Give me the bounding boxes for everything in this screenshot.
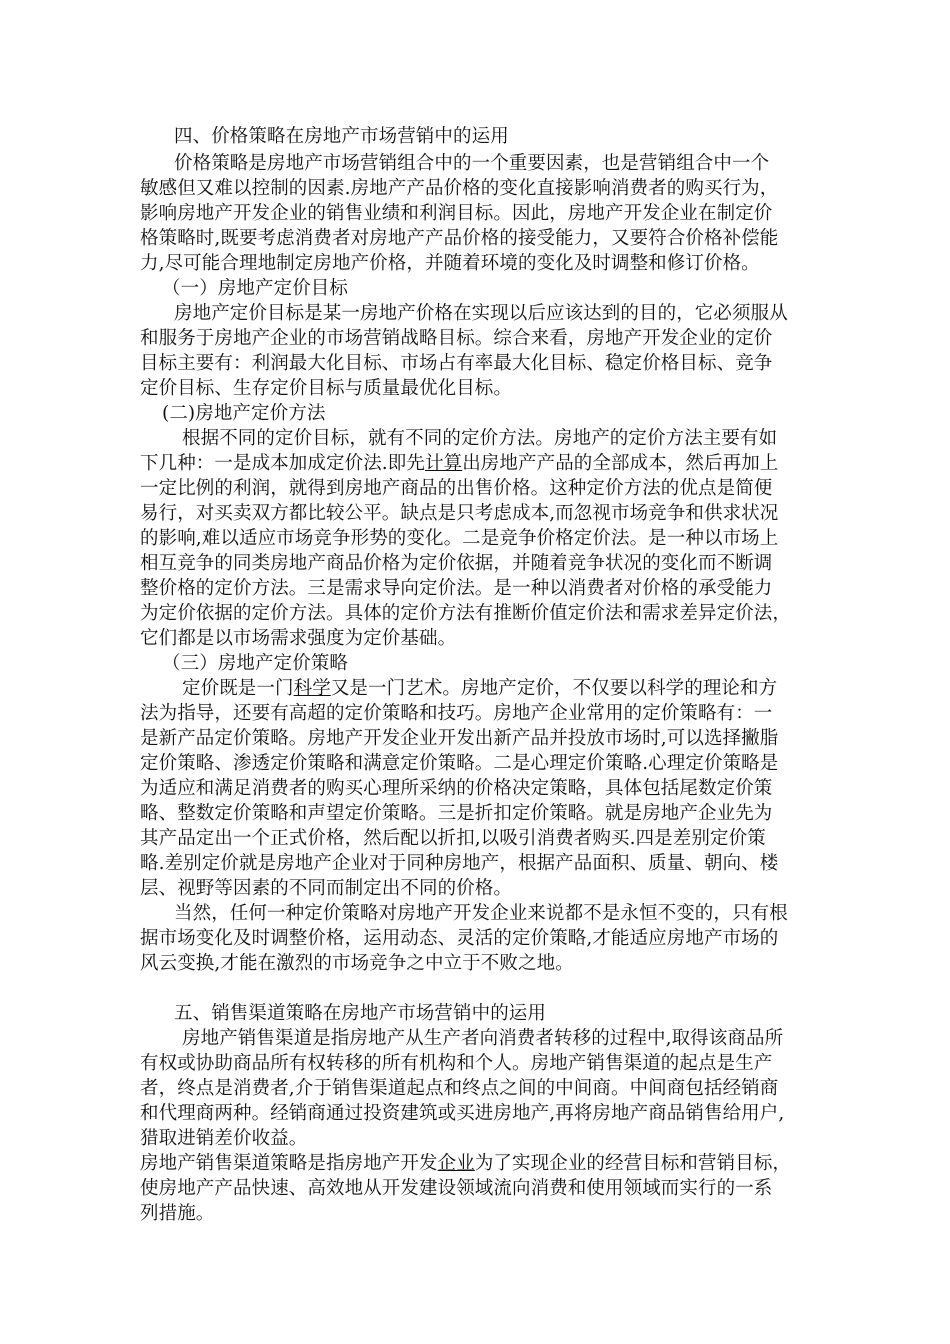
line-text: 定价既是一门 — [182, 678, 294, 699]
paragraph-line: 目标主要有：利润最大化目标、市场占有率最大化目标、稳定价格目标、竞争 — [140, 353, 773, 374]
section-4-heading: 四、价格策略在房地产市场营销中的运用 — [174, 126, 509, 147]
paragraph-line: 房地产销售渠道是指房地产从生产者向消费者转移的过程中,取得该商品所 — [182, 1028, 784, 1049]
line-text: 又是一门艺术。房地产定价，不仅要以科学的理论和方 — [330, 678, 778, 699]
paragraph-line: 风云变换,才能在激烈的市场竞争之中立于不败之地。 — [140, 953, 574, 974]
paragraph-line: 房地产定价目标是某一房地产价格在实现以后应该达到的目的，它必须服从 — [174, 303, 788, 324]
paragraph-line: 者，终点是消费者,介于销售渠道起点和终点之间的中间商。中间商包括经销商 — [140, 1078, 779, 1099]
paragraph-line: 格策略时,既要考虑消费者对房地产产品价格的接受能力，又要符合价格补偿能 — [140, 228, 779, 249]
paragraph-line: 猎取进销差价收益。 — [140, 1128, 308, 1149]
paragraph-line: 一定比例的利润，就得到房地产商品的出售价格。这种定价方法的优点是简便 — [140, 478, 773, 499]
line-text: 房地产销售渠道策略是指房地产开发 — [140, 1153, 438, 1174]
paragraph-line: 价格策略是房地产市场营销组合中的一个重要因素，也是营销组合中一个 — [174, 153, 770, 174]
line-text: 为了实现企业的经营目标和营销目标， — [474, 1153, 792, 1174]
paragraph-line: 根据不同的定价目标，就有不同的定价方法。房地产的定价方法主要有如 — [182, 428, 778, 449]
link-science[interactable]: 科学 — [293, 678, 331, 699]
line-text: 下几种：一是成本加成定价法.即先 — [140, 453, 425, 474]
paragraph-line — [140, 452, 778, 476]
paragraph-line: 易行，对买卖双方都比较公平。缺点是只考虑成本,而忽视市场竞争和供求状况 — [140, 503, 779, 524]
paragraph-line: 力,尽可能合理地制定房地产价格，并随着环境的变化及时调整和修订价格。 — [140, 253, 760, 274]
subsection-1-heading: （一）房地产定价目标 — [162, 278, 349, 299]
paragraph-line: 敏感但又难以控制的因素.房地产产品价格的变化直接影响消费者的购买行为， — [140, 178, 779, 199]
paragraph-line: 使房地产产品快速、高效地从开发建设领域流向消费和使用领域而实行的一系 — [140, 1178, 773, 1199]
paragraph-line: 当然，任何一种定价策略对房地产开发企业来说都不是永恒不变的，只有根 — [174, 903, 788, 924]
link-calculation[interactable]: 计算 — [424, 453, 463, 474]
section-5-heading: 五、销售渠道策略在房地产市场营销中的运用 — [174, 1003, 547, 1024]
subsection-3-heading: （三）房地产定价策略 — [162, 653, 349, 674]
paragraph-line: 其产品定出一个正式价格，然后配以折扣,以吸引消费者购买.四是差别定价策 — [140, 828, 766, 849]
paragraph-line: 为适应和满足消费者的购买心理所采纳的价格决定策略，具体包括尾数定价策 — [140, 778, 773, 799]
paragraph-line: 和服务于房地产企业的市场营销战略目标。综合来看，房地产开发企业的定价 — [140, 328, 773, 349]
paragraph-line: 略、整数定价策略和声望定价策略。三是折扣定价策略。就是房地产企业先为 — [140, 803, 773, 824]
paragraph-line: 是新产品定价策略。房地产开发企业开发出新产品并投放市场时,可以选择撇脂 — [140, 728, 779, 749]
paragraph-line: 影响房地产开发企业的销售业绩和利润目标。因此，房地产开发企业在制定价 — [140, 203, 773, 224]
paragraph-line: 层、视野等因素的不同而制定出不同的价格。 — [140, 878, 513, 899]
paragraph-line: 相互竞争的同类房地产商品价格为定价依据，并随着竞争状况的变化而不断调 — [140, 553, 773, 574]
paragraph-line: 定价目标、生存定价目标与质量最优化目标。 — [140, 378, 513, 399]
link-enterprise[interactable]: 企业 — [437, 1153, 475, 1174]
paragraph-line: 据市场变化及时调整价格，运用动态、灵活的定价策略,才能适应房地产市场的 — [140, 928, 779, 949]
line-text: 出房地产产品的全部成本，然后再加上 — [462, 453, 779, 474]
paragraph-line: 它们都是以市场需求强度为定价基础。 — [140, 628, 457, 649]
paragraph-line: 为定价依据的定价方法。具体的定价方法有推断价值定价法和需求差异定价法， — [140, 603, 792, 624]
subsection-2-heading: (二)房地产定价方法 — [162, 403, 326, 424]
paragraph-line: 定价策略、渗透定价策略和满意定价策略。二是心理定价策略.心理定价策略是 — [140, 753, 779, 774]
paragraph-line: 列措施。 — [140, 1203, 215, 1224]
paragraph-line — [140, 1152, 791, 1176]
paragraph-line: 的影响,难以适应市场竞争形势的变化。二是竞争价格定价法。是一种以市场上 — [140, 528, 779, 549]
paragraph-line: 和代理商两种。经销商通过投资建筑或买进房地产,再将房地产商品销售给用户, — [140, 1103, 785, 1124]
paragraph-line: 略.差别定价就是房地产企业对于同种房地产，根据产品面积、质量、朝向、楼 — [140, 853, 779, 874]
paragraph-line — [182, 677, 777, 701]
paragraph-line: 法为指导，还要有高超的定价策略和技巧。房地产企业常用的定价策略有：一 — [140, 703, 773, 724]
paragraph-line: 有权或协助商品所有权转移的所有机构和个人。房地产销售渠道的起点是生产 — [140, 1053, 773, 1074]
paragraph-line: 整价格的定价方法。三是需求导向定价法。是一种以消费者对价格的承受能力 — [140, 578, 773, 599]
